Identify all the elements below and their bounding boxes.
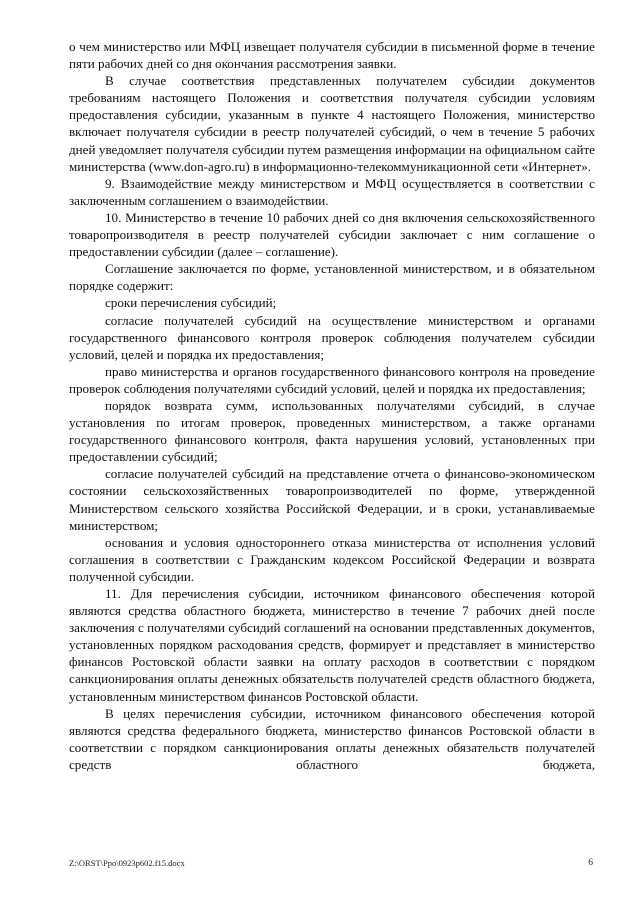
paragraph-agreement-form: Соглашение заключается по форме, установленной министерством, и в обязательном порядке содержит: xyxy=(69,261,595,294)
page-footer xyxy=(69,856,595,870)
paragraph-list-item-terms: сроки перечисления субсидий; xyxy=(105,295,277,311)
paragraph-continuation: о чем министерство или МФЦ извещает получателя субсидии в письменной форме в течение пяти рабочих дней со дня окончания рассмотрения заявки. xyxy=(69,39,595,72)
footer-file-path: Z:\ORST\Ppo\0923p602.f15.docx xyxy=(69,858,185,868)
paragraph-list-item-termination: основания и условия одностороннего отказа министерства от исполнения условий соглашения в соответствии с Гражданским кодексом Российской Федерации и возврата полученной субсидии. xyxy=(69,534,595,584)
paragraph-list-item-right-to-check: право министерства и органов государственного финансового контроля на проведение проверок соблюдения получателями субсидий условий, целей и порядка их предоставления; xyxy=(69,363,595,396)
page-number: 6 xyxy=(588,858,593,868)
paragraph-federal-budget: В целях перечисления субсидии, источником финансового обеспечения которой являются средства федерального бюджета, министерство финансов Ростовской области в соответствии с порядком санкционирования оплаты денежных обязательств получателей средств областного бюджета, xyxy=(69,705,595,772)
paragraph-item-9: 9. Взаимодействие между министерством и МФЦ осуществляется в соответствии с заключенным соглашением о взаимодействии. xyxy=(69,175,595,208)
paragraph-registry-inclusion: В случае соответствия представленных получателем субсидии документов требованиям настоящего Положения и соответствия получателя субсидии условиям предоставления субсидии, указанным в пункте 4 настоящего Положения, министерство включает получателя субсидии в реестр получателей субсидий, о чем в течение 5 рабочих дней уведомляет получателя субсидии путем размещения информации на официальном сайте министерства (www.don-agro.ru) в информационно-телекоммуникационной сети «Интернет». xyxy=(69,73,595,174)
paragraph-item-10: 10. Министерство в течение 10 рабочих дней со дня включения сельскохозяйственного товаропроизводителя в реестр получателей субсидии заключает с ним соглашение о предоставлении субсидии (далее – соглашение). xyxy=(69,209,595,260)
paragraph-list-item-consent-checks: согласие получателей субсидий на осуществление министерством и органами государственного финансового контроля проверок соблюдения получателем субсидии условий, целей и порядка их предоставления; xyxy=(69,312,595,362)
document-body xyxy=(69,38,595,773)
paragraph-item-11: 11. Для перечисления субсидии, источником финансового обеспечения которой являются средства областного бюджета, министерство в течение 7 рабочих дней после заключения с получателями субсидий соглашений на основании представленных документов, установленных порядком расходования средств, формирует и представляет в министерство финансов Ростовской области заявки на оплату расходов в соответствии с порядком санкционирования оплаты денежных обязательств получателей средств областного бюджета, установленным министерством финансов Ростовской области. xyxy=(69,586,595,704)
paragraph-list-item-consent-report: согласие получателей субсидий на представление отчета о финансово-экономическом состоянии сельскохозяйственных товаропроизводителей по форме, утвержденной Министерством сельского хозяйства Российской Федерации, и в сроки, устанавливаемые министерством; xyxy=(69,466,595,533)
paragraph-list-item-refund-procedure: порядок возврата сумм, использованных получателями субсидий, в случае установления по итогам проверок, проведенных министерством, а также органами государственного финансового контроля, факта нарушения условий, установленных при предоставлении субсидий; xyxy=(69,397,595,465)
